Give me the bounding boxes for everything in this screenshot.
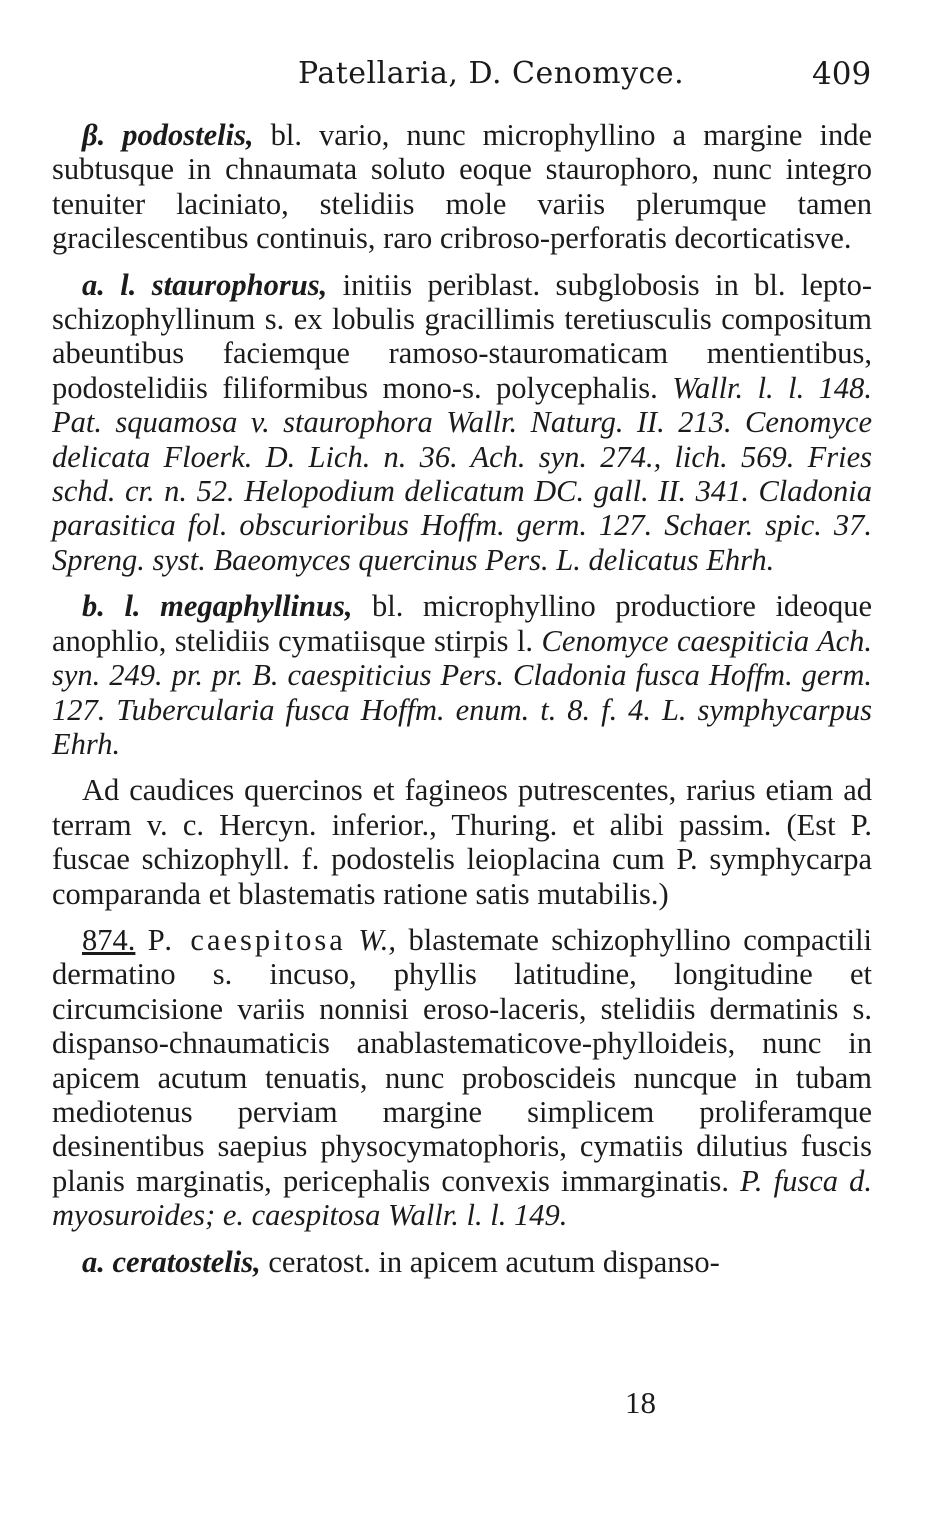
citation-text: P. fusca d. myosuroides; e. caespitosa Wallr. l. l. 149. [52,1163,872,1233]
body-text [52,118,872,1279]
citation-text: Cenomyce caespiticia Ach. syn. 249. pr. pr. B. caespiticius Pers. Cladonia fusca Hoffm. germ. 127. Tubercularia fusca Hoffm. enum. t. 8. f. 4. L. symphycarpus Ehrh. [52,623,872,761]
signature-mark: 18 [625,1385,656,1420]
variety-label: b. l. megaphyllinus, [82,589,353,624]
species-number: 874. [82,922,136,957]
description-text: bl. microphyllino productiore ideoque anophlio, stelidiis cymatiisque stirpis l. [52,589,872,658]
page-number: 409 [812,56,872,92]
description-text: initiis periblast. subglobosis in bl. lepto-schizophyllinum s. ex lobulis gracillimis teretiusculis compositum abeuntibus faciemque ramoso-stauromaticam mentientibus, podostelidiis filiformibus mono-s. polycephalis. [52,267,872,405]
paragraph-alpha-ceratostelis [52,1245,872,1279]
description-text: ceratost. in apicem acutum dispanso- [268,1244,720,1279]
variety-label: a. l. staurophorus, [82,267,328,302]
description-text: blastemate schizophyllino compactili dermatino s. incuso, phyllis latitudine, longitudine et circumcisione variis nonnisi eroso-laceris, stelidiis dermatinis s. dispanso-chnaumaticis anablastematicove-phylloideis, nunc in apicem acutum tenuatis, nunc proboscideis nuncque in tubam mediotenus perviam margine simplicem proliferamque desinentibus saepius physocymatophoris, cymatiis dilutius fuscis planis marginatis, pericephalis convexis immarginatis. [52,922,873,1198]
citation-text: Wallr. l. l. 148. Pat. squamosa v. staurophora Wallr. Naturg. II. 213. Cenomyce delicata Floerk. D. Lich. n. 36. Ach. syn. 274., lich. 569. Fries schd. cr. n. 52. Helopodium delicatum DC. gall. II. 341. Cladonia parasitica fol. obscurioribus Hoffm. germ. 127. Schaer. spic. 37. Spreng. syst. Baeomyces quercinus Pers. L. delicatus Ehrh. [52,370,873,577]
paragraph-beta-podostelis [52,118,872,256]
species-name: P. caespitosa [147,922,346,957]
variety-label: a. ceratostelis, [82,1244,261,1279]
page-header [0,56,930,100]
description-text: bl. vario, nunc microphyllino a margine inde subtusque in chnaumata soluto eoque staurophoro, nunc integro tenuiter laciniato, stelidiis mole variis plerumque tamen gracilescentibus continuis, raro cribroso-perforatis decorticatisve. [52,118,872,256]
species-author: W., [358,922,397,957]
variety-label: β. podostelis, [82,118,254,152]
paragraph-species-874 [52,923,872,1233]
paragraph-habitat [52,773,872,911]
paragraph-b-megaphyllinus [52,589,872,761]
paragraph-a-staurophorus [52,268,872,578]
running-title: Patellaria, D. Cenomyce. [298,56,685,91]
habitat-text: Ad caudices quercinos et fagineos putrescentes, rarius etiam ad terram v. c. Hercyn. inferior., Thuring. et alibi passim. (Est P. fuscae schizophyll. f. podostelis leioplacina cum P. symphycarpa comparanda et blastematis ratione satis mutabilis.) [52,773,872,911]
